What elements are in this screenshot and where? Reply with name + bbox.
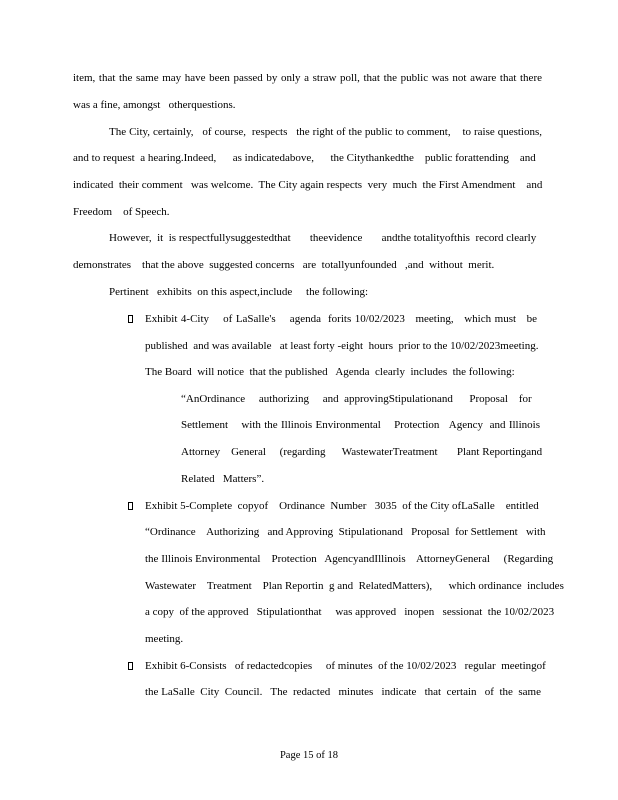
quote-line: Attorney General (regarding WastewaterTreatment Plant Reportingand: [181, 446, 543, 458]
quote-line: “AnOrdinance authorizing and approvingStipulationand Proposal for: [181, 393, 532, 405]
exhibit-line: Wastewater Treatment Plan Reportin g and RelatedMatters), which ordinance includes: [145, 580, 564, 592]
body-line: demonstrates that the above suggested concerns are totallyunfounded ,and without merit.: [73, 259, 495, 271]
exhibit-line: “Ordinance Authorizing and Approving Stipulationand Proposal for Settlement with: [145, 526, 546, 538]
bullet-icon: [128, 502, 133, 510]
exhibit-line: Exhibit 5-Complete copyof Ordinance Number 3035 of the City ofLaSalle entitled: [145, 500, 539, 512]
bullet-icon: [128, 315, 133, 323]
exhibit-line: a copy of the approved Stipulationthat was approved inopen sessionat the 10/02/2023: [145, 606, 555, 618]
exhibit-line: the Illinois Environmental Protection AgencyandIllinois AttorneyGeneral (Regarding: [145, 553, 554, 565]
exhibit-line: meeting.: [145, 633, 184, 645]
body-line: was a fine, amongst otherquestions.: [73, 99, 236, 111]
exhibit-line: Exhibit 6-Consists of redactedcopies of minutes of the 10/02/2023 regular meetingof: [145, 660, 546, 672]
body-line: item, that the same may have been passed by only a straw poll, that the public was not aware that there: [73, 72, 542, 84]
body-line: Pertinent exhibits on this aspect,include the following:: [109, 286, 369, 298]
body-line: and to request a hearing.Indeed, as indicatedabove, the Citythankedthe public forattending and: [73, 152, 536, 164]
body-line: Freedom of Speech.: [73, 206, 170, 218]
exhibit-line: the LaSalle City Council. The redacted minutes indicate that certain of the same: [145, 686, 541, 698]
exhibit-line: published and was available at least forty -eight hours prior to the 10/02/2023meeting.: [145, 340, 539, 352]
bullet-icon: [128, 662, 133, 670]
body-line: indicated their comment was welcome. The City again respects very much the First Amendment and: [73, 179, 543, 191]
exhibit-line: The Board will notice that the published Agenda clearly includes the following:: [145, 366, 515, 378]
quote-line: Related Matters”.: [181, 473, 265, 485]
page-number: Page 15 of 18: [279, 750, 339, 761]
body-line: The City, certainly, of course, respects the right of the public to comment, to raise questions,: [109, 126, 542, 138]
exhibit-line: Exhibit 4-City of LaSalle's agenda forits 10/02/2023 meeting, which must be: [145, 313, 537, 325]
body-line: However, it is respectfullysuggestedthat theevidence andthe totalityofthis record clearly: [109, 232, 537, 244]
quote-line: Settlement with the Illinois Environmental Protection Agency and Illinois: [181, 419, 540, 431]
